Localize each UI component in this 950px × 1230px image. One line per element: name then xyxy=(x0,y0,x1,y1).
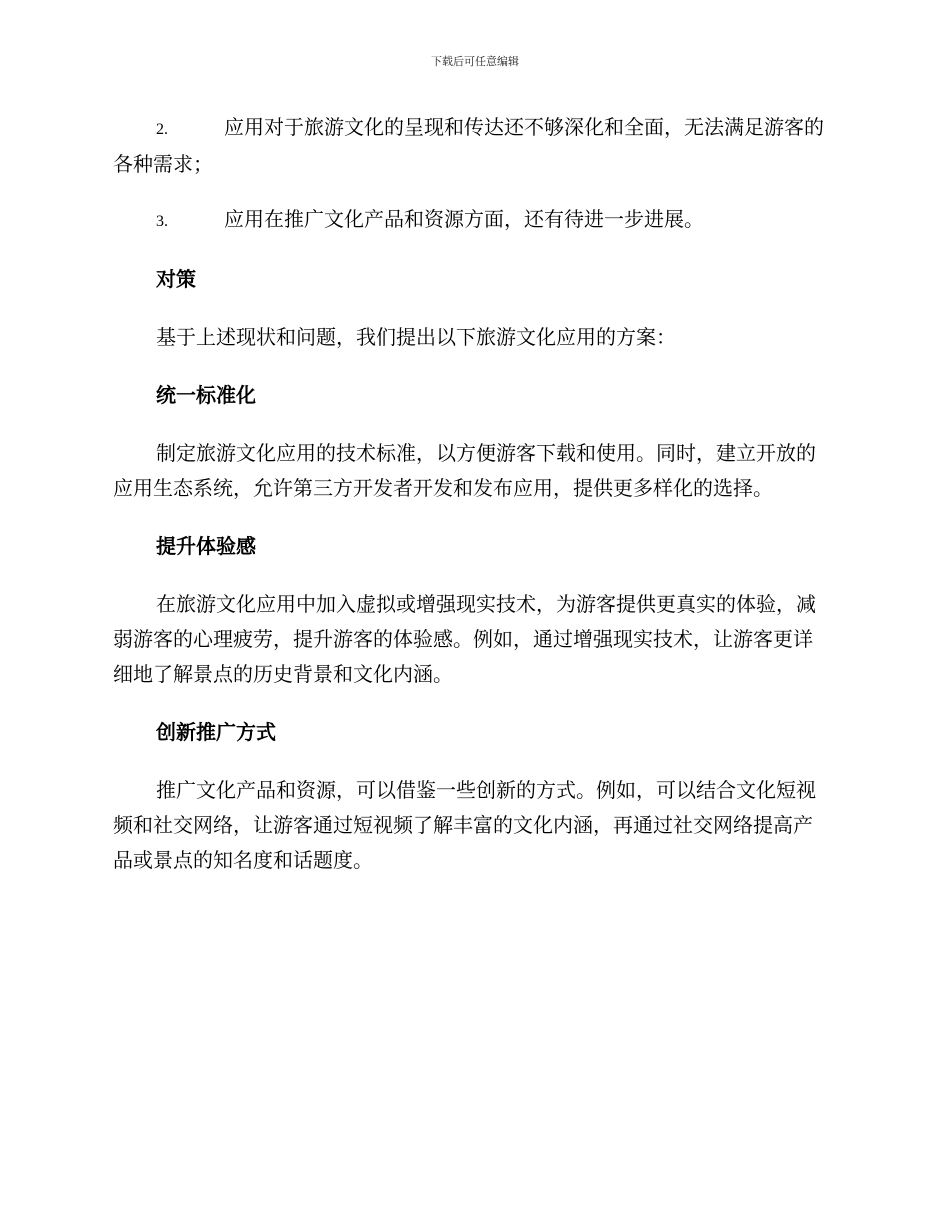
list-item xyxy=(113,110,831,182)
promotion-paragraph: 推广文化产品和资源，可以借鉴一些创新的方式。例如，可以结合文化短视频和社交网络，让游客通过短视频了解丰富的文化内涵，再通过社交网络提高产品或景点的知名度和话题度。 xyxy=(113,778,816,872)
list-item-text: 应用在推广文化产品和资源方面，还有待进一步进展。 xyxy=(224,207,704,231)
list-item xyxy=(113,202,831,239)
standardization-heading: 统一标准化 xyxy=(156,383,256,407)
experience-paragraph: 在旅游文化应用中加入虚拟或增强现实技术，为游客提供更真实的体验，减弱游客的心理疲劳，提升游客的体验感。例如，通过增强现实技术，让游客更详细地了解景点的历史背景和文化内涵。 xyxy=(113,592,816,686)
list-item-number: 2. xyxy=(156,121,168,138)
list-item-text: 应用对于旅游文化的呈现和传达还不够深化和全面，无法满足游客的各种需求； xyxy=(113,115,824,176)
countermeasures-heading: 对策 xyxy=(156,267,196,291)
list-item-number: 3. xyxy=(156,213,168,230)
intro-paragraph: 基于上述现状和问题，我们提出以下旅游文化应用的方案： xyxy=(156,325,676,349)
promotion-heading: 创新推广方式 xyxy=(156,720,276,744)
page-header-note: 下载后可任意编辑 xyxy=(431,55,519,68)
experience-heading: 提升体验感 xyxy=(156,534,256,558)
standardization-paragraph: 制定旅游文化应用的技术标准，以方便游客下载和使用。同时，建立开放的应用生态系统，允许第三方开发者开发和发布应用，提供更多样化的选择。 xyxy=(113,441,816,500)
document-body xyxy=(113,110,831,901)
